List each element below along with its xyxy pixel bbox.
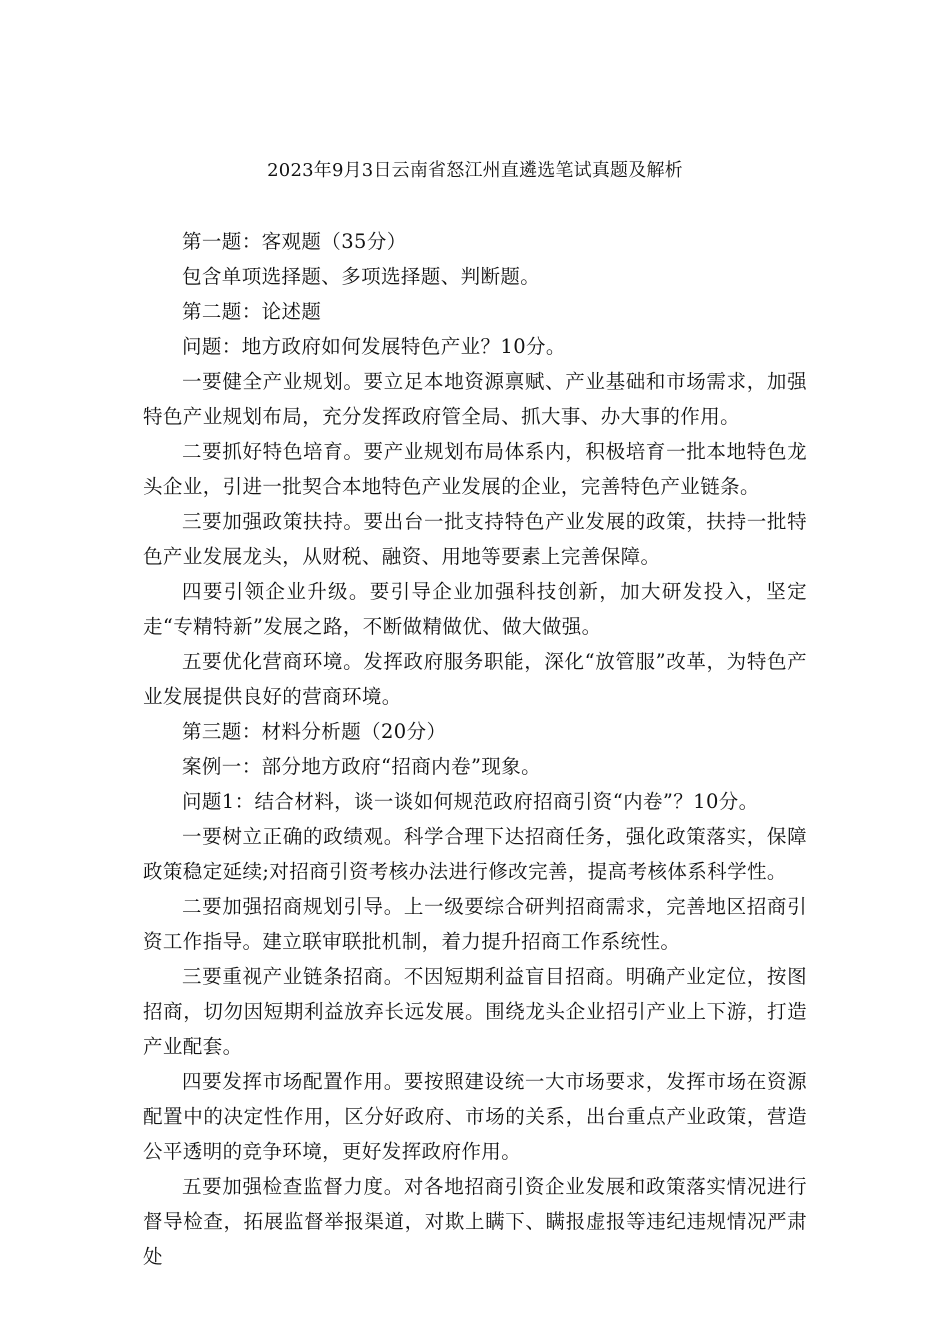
paragraph: 三要重视产业链条招商。不因短期利益盲目招商。明确产业定位，按图招商，切勿因短期利益放弃长远发展。围绕龙头企业招引产业上下游，打造产业配套。 [143, 965, 807, 1058]
paragraph: 四要引领企业升级。要引导企业加强科技创新，加大研发投入，坚定走“专精特新”发展之路，不断做精做优、做大做强。 [143, 580, 807, 638]
paragraph: 五要加强检查监督力度。对各地招商引资企业发展和政策落实情况进行督导检查，拓展监督举报渠道，对欺上瞒下、瞒报虚报等违纪违规情况严肃处 [143, 1175, 807, 1268]
paragraph: 二要加强招商规划引导。上一级要综合研判招商需求，完善地区招商引资工作指导。建立联审联批机制，着力提升招商工作系统性。 [143, 895, 807, 953]
paragraph: 四要发挥市场配置作用。要按照建设统一大市场要求，发挥市场在资源配置中的决定性作用，区分好政府、市场的关系，出台重点产业政策，营造公平透明的竞争环境，更好发挥政府作用。 [143, 1070, 807, 1163]
paragraph: 二要抓好特色培育。要产业规划布局体系内，积极培育一批本地特色龙头企业，引进一批契合本地特色产业发展的企业，完善特色产业链条。 [143, 440, 807, 498]
paragraph: 案例一：部分地方政府“招商内卷”现象。 [182, 755, 542, 778]
document-body [143, 224, 807, 1274]
paragraph: 问题1：结合材料，谈一谈如何规范政府招商引资“内卷”？10分。 [182, 790, 759, 813]
paragraph: 第一题：客观题（35分） [182, 230, 407, 253]
paragraph: 第二题：论述题 [182, 300, 322, 323]
paragraph: 第三题：材料分析题（20分） [182, 720, 447, 743]
paragraph: 问题：地方政府如何发展特色产业？10分。 [182, 335, 566, 358]
paragraph: 一要树立正确的政绩观。科学合理下达招商任务，强化政策落实，保障政策稳定延续;对招商引资考核办法进行修改完善，提高考核体系科学性。 [143, 825, 807, 883]
paragraph: 五要优化营商环境。发挥政府服务职能，深化“放管服”改革，为特色产业发展提供良好的营商环境。 [143, 650, 807, 708]
paragraph: 包含单项选择题、多项选择题、判断题。 [182, 265, 541, 288]
document-title: 2023年9月3日云南省怒江州直遴选笔试真题及解析 [267, 160, 683, 181]
paragraph: 三要加强政策扶持。要出台一批支持特色产业发展的政策，扶持一批特色产业发展龙头，从财税、融资、用地等要素上完善保障。 [143, 510, 807, 568]
paragraph: 一要健全产业规划。要立足本地资源禀赋、产业基础和市场需求，加强特色产业规划布局，充分发挥政府管全局、抓大事、办大事的作用。 [143, 370, 807, 428]
